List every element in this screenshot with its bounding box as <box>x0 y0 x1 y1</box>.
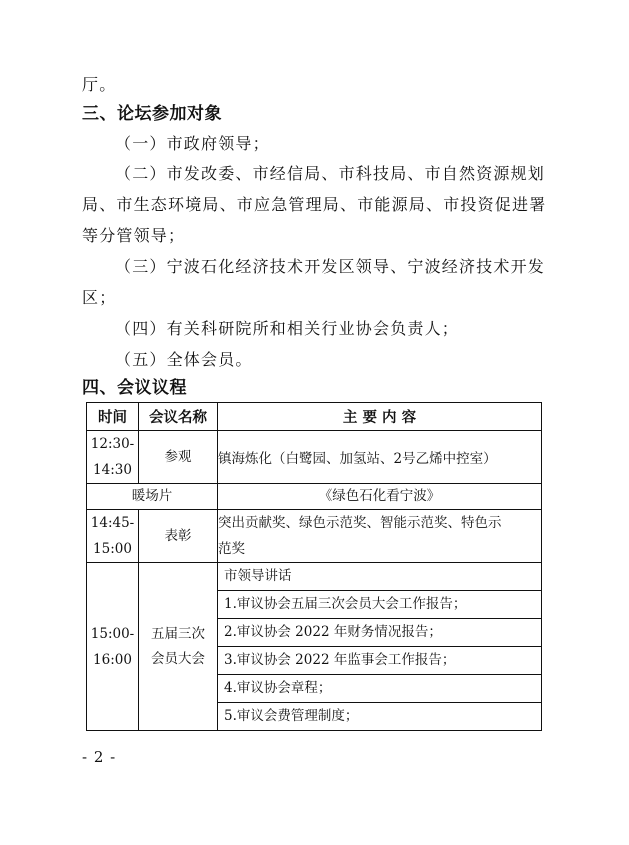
participant-item-1: （一）市政府领导； <box>115 134 270 153</box>
content-line: 突出贡献奖、绿色示范奖、智能示范奖、特色示 <box>218 515 502 531</box>
table-row <box>87 431 542 484</box>
time-start: 12:30- <box>90 436 135 452</box>
participant-item-2-cont: 局、市生态环境局、市应急管理局、市能源局、市投资促进署 <box>82 195 547 214</box>
meeting-name-cell <box>139 563 218 731</box>
time-cell <box>87 510 139 563</box>
table-row <box>87 510 542 563</box>
header-content: 主 要 内 容 <box>218 403 542 431</box>
header-meeting-name: 会议名称 <box>139 403 218 431</box>
meeting-name-line: 五届三次 <box>151 625 205 642</box>
content-cell: 镇海炼化（白鹭园、加氢站、2号乙烯中控室） <box>218 431 542 484</box>
time-end: 15:00 <box>93 541 132 557</box>
agenda-item: 市领导讲话 <box>224 568 292 584</box>
agenda-item: 3.审议协会 2022 年监事会工作报告； <box>218 646 541 674</box>
agenda-item: 5.审议会费管理制度； <box>218 702 541 730</box>
agenda-item: 1.审议协会五届三次会员大会工作报告； <box>218 590 541 618</box>
time-start: 14:45- <box>90 515 135 531</box>
header-time: 时间 <box>87 403 139 431</box>
content-cell <box>218 510 542 563</box>
content-line: 范奖 <box>218 541 245 557</box>
agenda-item: 2.审议协会 2022 年财务情况报告； <box>218 618 541 646</box>
table-header-row <box>87 403 542 431</box>
paragraph-continuation: 厅。 <box>82 75 117 94</box>
meeting-name-cell: 暖场片 <box>87 484 218 510</box>
time-cell <box>87 431 139 484</box>
meeting-name-cell: 参观 <box>139 431 218 484</box>
participant-item-5: （五）全体会员。 <box>115 350 253 369</box>
participant-item-4: （四）有关科研院所和相关行业协会负责人； <box>115 319 460 338</box>
participant-item-2-end: 等分管领导； <box>82 226 186 245</box>
content-cell <box>218 563 542 731</box>
time-end: 14:30 <box>93 462 132 478</box>
participant-item-2: （二）市发改委、市经信局、市科技局、市自然资源规划 <box>115 164 546 183</box>
meeting-name-line: 会员大会 <box>151 650 205 667</box>
page-number: - 2 - <box>82 748 117 766</box>
table-row <box>87 484 542 510</box>
content-cell: 《绿色石化看宁波》 <box>218 484 542 510</box>
agenda-item: 4.审议协会章程； <box>218 674 541 702</box>
section-heading-agenda: 四、会议议程 <box>82 378 187 398</box>
time-cell <box>87 563 139 731</box>
section-heading-participants: 三、论坛参加对象 <box>82 104 222 124</box>
agenda-table <box>86 402 542 731</box>
table-row <box>87 563 542 731</box>
time-end: 16:00 <box>93 651 132 668</box>
meeting-name-cell: 表彰 <box>139 510 218 563</box>
time-start: 15:00- <box>90 625 135 642</box>
participant-item-3-end: 区； <box>82 288 117 307</box>
participant-item-3: （三）宁波石化经济技术开发区领导、宁波经济技术开发 <box>115 257 546 276</box>
